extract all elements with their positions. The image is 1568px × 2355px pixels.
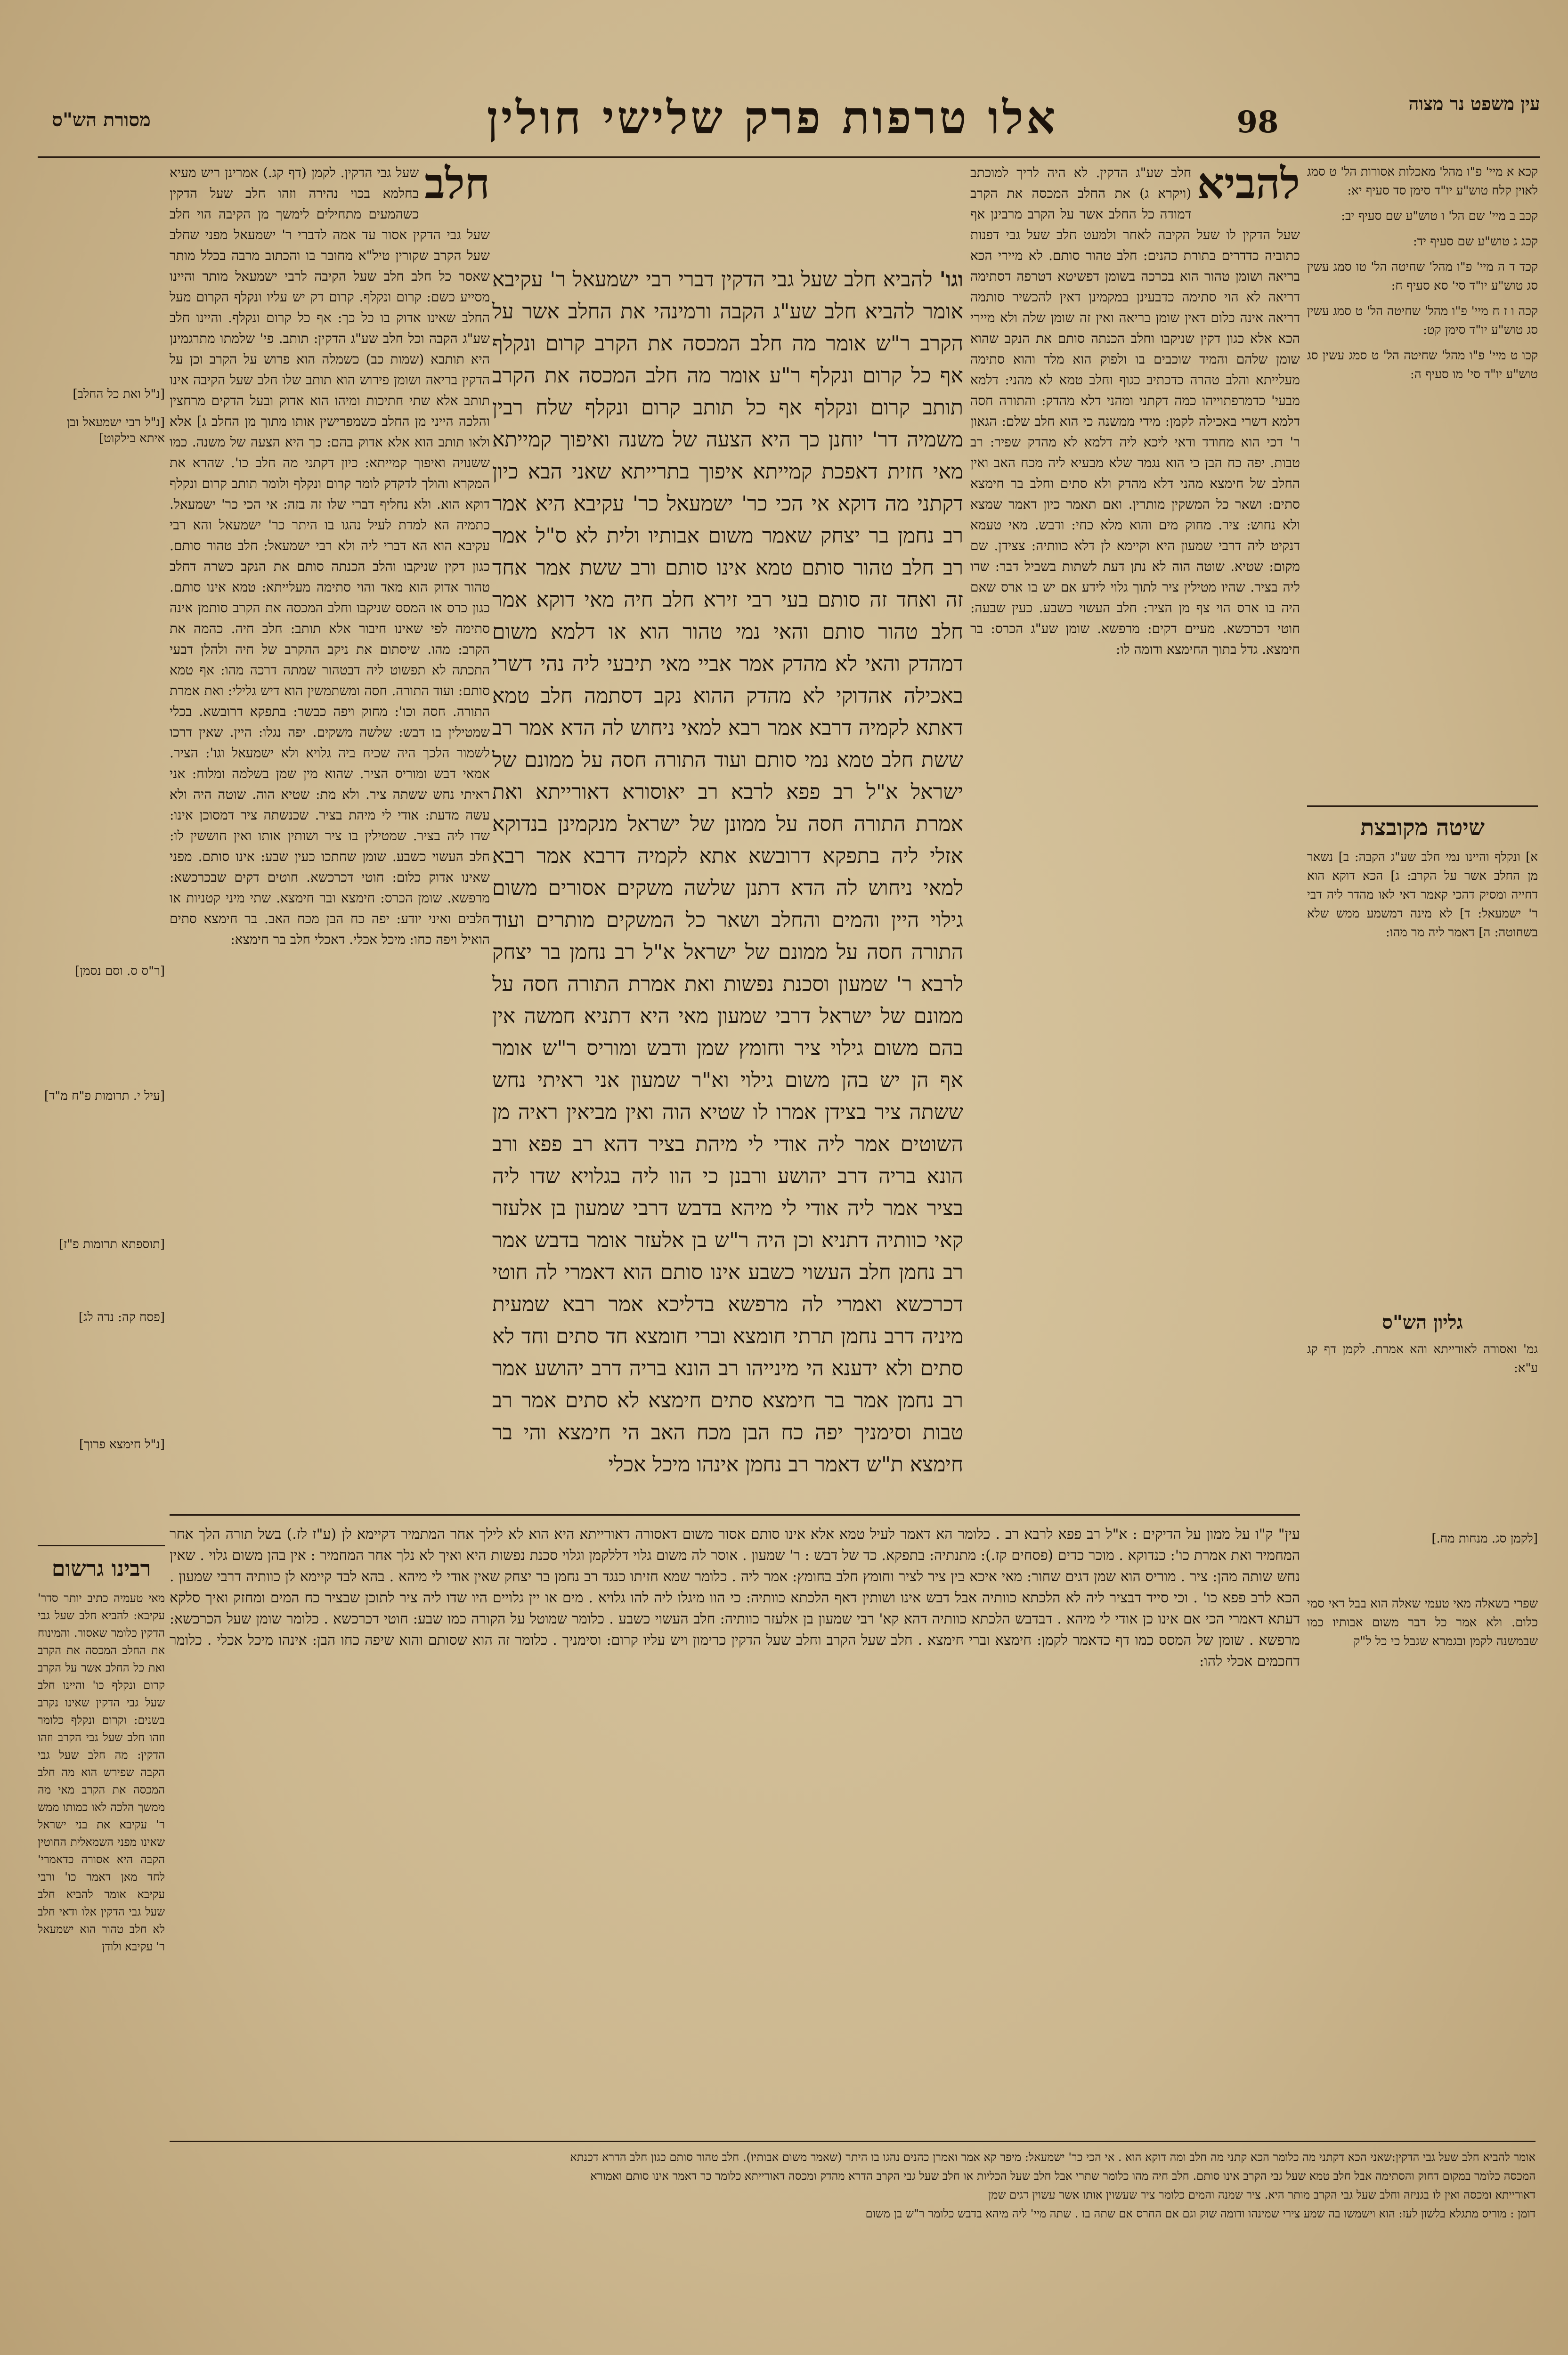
massoret-note: [ר"ס ס. וסם נסמן] <box>75 964 165 978</box>
gilyon-hashas-text: גמ' ואסורה לאורייתא והא אמרת. לקמן דף קג ע"א: <box>1307 1342 1538 1375</box>
shita-top-rule <box>1307 805 1538 807</box>
gemara-opening-word: וגו' <box>939 268 963 292</box>
rashi-dibbur-hamatchil: להביא <box>1197 159 1300 209</box>
massoret-note: [לקמן סג. מנחות מח.] <box>1431 1532 1538 1546</box>
rabbeinu-gershom-title: רבינו גרשום <box>51 1556 151 1581</box>
footer-line: המכסה כלומר במקום דחוק והסתימה אבל חלב טמא שעל גבי הקרב אינו סותם. חלב חיה מהו כלומר שתרי אבל חלב שעל הכליות או חלב שעל גבי הקרב הדרא מהדק ומכסה דאורייתא כלומר כר דאמר אינו סותם ואמורא <box>590 2169 1536 2183</box>
bottom-right-note: שפרי בשאלה מאי טעמי שאלה הוא בבל דאי סמי כלום. ולא אמר כל דבר משום אבותיו כמו שבמשנה לקמן ובגמרא שגבל כי כל ל"ק <box>1307 1597 1538 1648</box>
footer-line: דומן : מוריס מתגלא בלשון לעז: הוא וישמשו בה שמע צירי שמינהו ודומה שוק וגם אם החרס אם שתה בו . שתה מיי' ליה מיהא בדבש כלומר ר"ש בן משום <box>865 2207 1536 2220</box>
page-title: אלו טרפות פרק שלישי חולין <box>487 91 1058 144</box>
page-number: 98 <box>1236 105 1279 140</box>
header-rule <box>38 156 1540 158</box>
gemara-text-block <box>492 264 964 1477</box>
bottom-commentary: עין" ק"ו על ממון על הדיקים : א"ל רב פפא לרבא רב . כלומר הא דאמר לעיל טמא אלא אינו סותם אסור משום דאסורה דאורייתא היא הוא לא לילך אחר המתמיר דקיימא לן (ע"ז לז.) בשל תורה הלך אחר המחמיר ואת אמרת כו': כנדוקא . מוכר כדים (פסחים קז.): מתנתיה: בתפקא. כד של דבש : ר' שמעון . אוסר לה משום גלוי דללקמן וגלוי סכנת נפשות היא ואיך לא נלך אחר המחמיר : אין בהן משום גלוי . שאין נחש שותה מהן: ציר . מוריס הוא שמן דגים שחור: מאי איכא בין ציר לציר וחומץ חלב בחומץ: אמר ליה . כלומר שמא חזיתו כנגד רב נחמן בר יצחק שאין אודי לי מיהא . בהא לבד קיימא לן כוותיה דרבי שמעון . הכא לרב פפא כו' . וכי סייד דבציר ליה לא הלכתא כוותיה אבל דבש אינו ושותין דאף הלכתא כוותיה: כי הוו מיגלו ליה להו גלויא . מים או יין גלויים היו שדו ליה ציר לתוכן שבציר כח המים ומחזק ואיך סלקא דעתא דאמרי הכי אם אינו כן אודי לי מיהא . דבדבש הלכתא כוותיה דהא קא' רבי שמעון בן אלעזר כוותיה: חלב העשוי כשבע . כלומר שמוטל על הקורה כמו שבע: חוטי דכרכשא . כלומר שומן שעל הכרכשא: מרפשא . שומן של המסס כמו דף כדאמר לקמן: חימצא וברי חימצא . חלב שעל הקרב וחלב שעל הדקין כרימון ויש עליו קרום: וסימניך . כלומר זה הוא שסותם והוא שיפה כחו הבן: אינהו מיכל אכלי . כלומר דחכמים אכלי להו: <box>170 1526 1300 1670</box>
ein-mishpat-entry: קכה ו ז ח מיי' פ"ו מהל' שחיטה הל' ט סמג עשין סג טוש"ע יו"ד סימן קט: <box>1307 304 1538 337</box>
footer-rule <box>170 2141 1536 2142</box>
massoret-note: [נ"ל רבי ישמעאל ובן איתא בילקוט] <box>66 415 165 446</box>
massoret-note: [פסח קה: נדה לג] <box>78 1310 165 1324</box>
massoret-note: [נ"ל חימצא פרוך] <box>79 1437 165 1452</box>
ein-mishpat-entry: קכד ד ה מיי' פ"ו מהל' שחיטה הל' טו סמג עשין סג טוש"ע יו"ד סי' סא סעיף ח: <box>1307 260 1538 293</box>
shita-mekubetzet-title: שיטה מקובצת <box>1360 814 1485 841</box>
ein-mishpat-entry: קכג ג טוש"ע שם סעיף יד: <box>1413 235 1538 249</box>
ein-mishpat-entry: קכו ט מיי' פ"ו מהל' שחיטה הל' ט סמג עשין סג טוש"ע יו"ד סי' מו סעיף ה: <box>1307 349 1538 382</box>
massoret-note: [עיל י. תרומות פ"ח מ"ד] <box>44 1089 165 1103</box>
massoret-hashas-label: מסורת הש"ס <box>52 109 151 131</box>
rashi-column <box>970 159 1300 1175</box>
ein-mishpat-column <box>1307 162 1538 803</box>
ein-mishpat-label: עין משפט נר מצוה <box>1408 93 1540 114</box>
gemara-text: להביא חלב שעל גבי הדקין דברי רבי ישמעאל ר' עקיבא אומר להביא חלב שע"ג הקבה ורמינהי את החלב אשר על הקרב ר"ש אומר מה חלב המכסה את הקרב קרום ונקלף אף כל קרום ונקלף ר"ע אומר מה חלב המכסה את הקרב תותב קרום ונקלף אף כל תותב קרום ונקלף שלח רבין משמיה דר' יוחנן כך היא הצעה של משנה ואיפוך קמייתא מאי חזית דאפכת קמייתא איפוך בתרייתא שאני הבא כיון דקתני מה דוקא אי הכי כר' ישמעאל כר' עקיבא היא אמר רב נחמן בר יצחק שאמר משום אבותיו ולית לא ס"ל אמר רב חלב טהור סותם טמא אינו סותם ורב ששת אמר אחד זה ואחד זה סותם בעי רבי זירא חלב חיה מאי דוקא אמר חלב טהור סותם והאי נמי טהור הוא או דלמא משום דמהדק והאי לא מהדק אמר אביי מאי תיבעי ליה נהי דשרי באכילה אהדוקי לא מהדק ההוא נקב דסתמה חלב טמא דאתא לקמיה דרבא אמר רבא למאי ניחוש לה הדא אמר רב ששת חלב טמא נמי סותם ועוד התורה חסה על ממונם של ישראל א"ל רב פפא לרבא רב יאוסורא דאורייתא ואת אמרת התורה חסה על ממונן של ישראל מנקמינן בנדוקא אזלי ליה בתפקא דרובשא אתא לקמיה דרבא אמר רבא למאי ניחוש לה הדא דתנן שלשה משקים אסורים משום גילוי היין והמים והחלב ושאר כל המשקים מותרים ועוד התורה חסה על ממונם של ישראל א"ל רב נחמן בר יצחק לרבא ר' שמעון וסכנת נפשות ואת אמרת התורה חסה על ממונם של ישראל דרבי שמעון מאי היא דתניא חמשה אין בהם משום גילוי ציר וחומץ שמן ודבש ומוריס ר"ש אומר אף הן יש בהן משום גילוי וא"ר שמעון אני ראיתי נחש ששתה ציר בצידן אמרו לו שטיא הוה ואין מביאין ראיה מן השוטים אמר ליה אודי לי מיהת בציר דהא רב פפא ורב הונא בריה דרב יהושע ורבנן כי הוו ליה בגלויא שדו ליה בציר אמר ליה אודי לי מיהא בדבש דרבי שמעון בן אלעזר קאי כוותיה דתניא וכן היה ר"ש בן אלעזר אומר בדבש אמר רב נחמן חלב העשוי כשבע אינו סותם הוא דאמרי לה חוטי דכרכשא ואמרי לה מרפשא בדליכא אמר רבא שמעית מיניה דרב נחמן תרתי חומצא וברי חומצא חד סתים וחד לא סתים ולא ידענא הי מינייהו רב הונא בריה דרב יהושע אמר רב נחמן אמר בר חימצא סתים חימצא לא סתים אמר רב טבות וסימניך יפה כח הבן מכח האב הי חימצא והי בר חימצא ת"ש דאמר רב נחמן אינהו מיכל אכלי <box>492 268 964 1477</box>
tosafot-column <box>170 159 490 1415</box>
massoret-note: [תוספתא תרומות פ"ז] <box>58 1237 165 1251</box>
footer-line: דאורייתא ומכסה ואין לו בגניזה וחלב שעל גבי הקרב מותר היא. ציר שמנה והמים כלומר ציר שעשוין אותו אשר עשוין דגים שמן <box>988 2188 1536 2201</box>
ein-mishpat-entry: קכב ב מיי' שם הל' ו טוש"ע שם סעיף יב: <box>1341 209 1538 223</box>
tosafot-text: שעל גבי הדקין. לקמן (דף קג.) אמרינן ריש מעיא בחלמא בכוי נהירה וזהו חלב שעל הדקין כשהמעים מתחילים לימשך מן הקיבה הוי חלב שעל גבי הדקין אסור עד אמה לדברי ר' ישמעאל מפני שחלב שעל הקרב שקורין טיל"א מחובר בו והכתוב מרבה בכלל מותר שאסר כל חלב חלב שעל הקיבה לרבי ישמעאל מותר והיינו מסייע כשם: קרום ונקלף. קרום דק יש עליו ונקלף הקרום מעל החלב שאינו אדוק בו כל כך: אף כל קרום ונקלף. והיינו חלב שע"ג הקבה וכל חלב שע"ג הדקין: תותב. פי' שלמתו מתרגמינן היא תותבא (שמות כב) כשמלה הוא פרוש על הקרב וכן על הדקין בריאה ושומן פירוש הוא תותב שלו חלב שעל הקיבה אינו תותב אלא שתי חתיכות ומיהו הוא אדוק ובעל הדקים מרחצין והלכה הייני מן החלב כשמפרישין אותו מתוך מן החלב ג] אלא ולאו תותב הוא אלא אדוק בהם: כך היא הצעה של משנה. כמו ששנויה ואיפוך קמייתא: כיון דקתני מה חלב כו'. שהרא את המקרא והולך לדקדק לומר קרום ונקלף ולומר תותב קרום ונקלף דוקא הוא. ולא נחליף דברי שלו זה בזה: אי הכי כר' ישמעאל. כתמיה הא למדת לעיל נהגו בו היתר כר' ישמעאל והא רבי עקיבא הוא הא דברי ליה ולא רבי ישמעאל: חלב טהור סותם. כגון דקין שניקבו והלב הכנתה סותם את הנקב כשרה דחלב טהור אדוק הוא מאד והוי סתימה מעלייתא: טמא אינו סותם. כגון כרס או המסס שניקבו וחלב המכסה את הקרב סותמן אינה סתימה לפי שאינו חיבור אלא תותב: חלב חיה. כהמה את הקרב: מהו. שיסתום את ניקב ההקרב של חיה ולהלן דבעי התכתה לא תפשוט ליה דבטהור שמתה דרכה מהו: אף טמא סותם: ועוד התורה. חסה ומשתמשין הוא דיש גלילי: ואת אמרת התורה. חסה וכו': מחוק ויפה כבשר: בתפקא דרובשא. בכלי שמטילין בו דבש: שלשה משקים. יפה נגלו: היין. שאין דרכו לשמור הלכך היה שכיח ביה גלויא ולא ישמעאל וגו': הציר. אמאי דבש ומוריס הציר. שהוא מין שמן בשלמה ומלוח: אני ראיתי נחש ששתה ציר. ולא מת: שטיא הוה. שוטה היה ולא עשה מדעת: אודי לי מיהת בציר. שכנשתה ציר דמסוכן אינו: שדו ליה בציר. שמטילין בו ציר ושותין אותו ואין חוששין לו: חלב העשוי כשבע. שומן שחתכו כעין שבע: אינו סותם. מפני שאינו אדוק כלום: חוטי דכרכשא. חוטים דקים שבכרכשא: מרפשא. שומן הכרס: חימצא ובר חימצא. שתי מיני קטניות או חלבים ואיני יודע: יפה כח הבן מכח האב. בר חימצא סתים הואיל ויפה כחו: מיכל אכלי. דאכלי חלב בר חימצא: <box>170 165 490 947</box>
footer-line: אומר להביא חלב שעל גבי הדקין:שאני הכא דקתני מה כלומר הכא קתני מה חלב ומה דוקא הוא . אי הכי כר' ישמעאל: מיפר קא אמר ואמרן כהנים נהגו בו היתר (שאמר משום אבותיו). חלב טהור סותם כגון חלב הדרא דכנתא <box>570 2151 1536 2164</box>
shita-mekubetzet-text: א] ונקלף והיינו נמי חלב שע"ג הקבה: ב] נשאר מן החלב אשר על הקרב: ג] הכא דוקא הוא דחייה ומסיק דהכי קאמר דאי לאו מהדר ליה דבי ר' ישמעאל: ד] לא מינה דמשמע ממש שלא בשחוטה: ה] דאמר ליה מר מהו: <box>1307 850 1538 940</box>
massoret-note: [נ"ל ואת כל החלב] <box>73 387 165 401</box>
gershom-top-rule <box>38 1545 165 1546</box>
rabbeinu-gershom-text: מאי טעמיה כתיב יותר סדר' עקיבא: להביא חלב שעל גבי הדקין כלומר שאסור. והמינוח את החלב המכסה את הקרב ואת כל החלב אשר על הקרב קרום ונקלף כו' והיינו חלב שעל גבי הדקין שאינו נקרב בשנים: וקרום ונקלף כלומר וזהו חלב שעל גבי הקרב וזהו הדקין: מה חלב שעל גבי הקבה שפירש הוא מה חלב המכסה את הקרב מאי מה ממשך הלכה לאו כמותו ממש ר' עקיבא את בני ישראל שאינו מפני השמאלית החוטין הקבה היא אסורה כדאמרי' לחד מאן דאמר כו' ורבי עקיבא אומר להביא חלב שעל גבי הדקין אלו ודאי חלב לא חלב טהור הוא ישמעאל ר' עקיבא ולודן <box>38 1592 165 1953</box>
ein-mishpat-entry: קכא א מיי' פ"ו מהל' מאכלות אסורות הל' ט סמג לאוין קלח טוש"ע יו"ד סימן סד סעיף יא: <box>1307 165 1538 198</box>
bottom-commentary-rule <box>170 1514 1300 1516</box>
rashi-text: חלב שע"ג הדקין. לא היה לריך למוכתב (ויקרא ג) את החלב המכסה את הקרב דמודה כל החלב אשר על הקרב מרבינן אף שעל הדקין לו שעל הקיבה לאחר ולמעט חלב שעל גבי דפנות כתוביה כדדרים בתורת כהנים: חלב טהור סותם. לא מיירי הכא בריאה ושומן טהור הוא בכרכה בשומן דפשיטא דטרפה דסתימה דריאה לא הוי סתימה כדבעינן במקמינן דאין להכשיר סותמה דריאה אינה כלום דאין שומן בריאה ואין זה שומן שלה ולא מיירי הכא אלא כגון דקין שניקבו וחלב הכנתה סותם את הנקב שהוא שומן שלהם והמיד שוכבים בו ולפוק הוא מלד והוא סתימה מעלייתא והלב טהרה כדכתיב כגוף וחלב טמא לא מהני: דלמא מבעי' כדמרפתוייהו כמה דקתני ומהני דלא מהדק: והתורה חסה דלמא דשרי באכילה לקמן: מידי ממשנה כי הוא חלב שלם: הגאון ר' דכי הוא מחודד ודאי ליכא ליה דלמא לא מהדק שפיר: רב טבות. יפה כח הבן כי הוא נגמר שלא מבעיא ליה מכח האב ואין החלב של חימצא מהני דלא מהדק ולא סתים וחלב בר חימצא סתים: ושאר כל המשקין מותרין. ואם תאמר כיון דאמר שמצא ולא נחוש: ציר. מחוק מים והוא מלא כחי: ודבש. מאי טעמא דנקיט ליה דרבי שמעון היא וקיימא לן דלא כוותיה: צצידן. שם מקום: שטיא. שוטה הוה לא נתן דעת לשתות בשביל דבר: שדו ליה בציר. שהיו מטילין ציר לתוך גלוי לידע אם יש בו ארס שאם היה בו ארס הוי צף מן הציר: חלב העשוי כשבע. כעין שבעה: חוטי דכרכשא. מעיים דקים: מרפשא. שומן שע"ג הכרס: בר חימצא. גדל בתוך החימצא ודומה לו: <box>970 165 1300 657</box>
tosafot-dibbur-hamatchil: חלב <box>424 159 490 209</box>
gilyon-hashas-title: גליון הש"ס <box>1382 1311 1463 1333</box>
